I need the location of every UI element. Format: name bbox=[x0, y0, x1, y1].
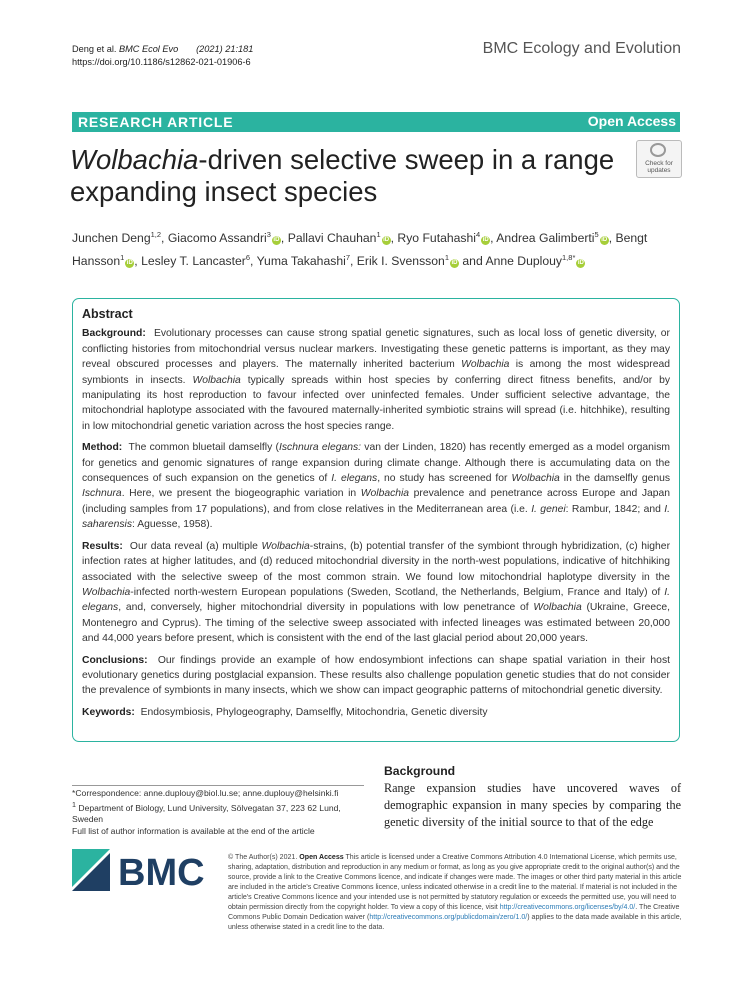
author-name: Ryo Futahashi bbox=[397, 231, 476, 246]
author-affiliation-sup: 1 bbox=[376, 230, 381, 239]
author-affiliation-sup: 1,8* bbox=[562, 253, 576, 263]
orcid-icon[interactable]: iD bbox=[273, 237, 280, 244]
conclusions-text bbox=[82, 655, 670, 697]
text-run: , no study has screened for bbox=[377, 473, 512, 485]
orcid-icon[interactable]: iD bbox=[383, 237, 390, 244]
check-updates-line2: updates bbox=[647, 167, 671, 174]
affiliation-text: Department of Biology, Lund University, Sölvegatan 37, 223 62 Lund, Sweden bbox=[72, 802, 341, 825]
abstract-keywords bbox=[82, 705, 670, 720]
italic-term: Wolbachia bbox=[192, 374, 241, 386]
italic-term: Wolbachia bbox=[360, 488, 410, 500]
text-run: -infected north-western European populations (Sweden, Scotland, the Netherlands, Belgium, France and Italy) of bbox=[130, 586, 665, 598]
text-run: prevalence and penetrance across Europe and Japan (including samples from 17 populations), and from close relatives in the Mediterranean area (i.e. bbox=[82, 488, 670, 515]
author-affiliation-sup: 3 bbox=[266, 230, 271, 239]
italic-term: I. elegans bbox=[82, 586, 670, 614]
citation-year-volume: (2021) 21:181 bbox=[196, 44, 254, 54]
footnotes bbox=[72, 785, 364, 837]
copyright: © The Author(s) 2021. bbox=[228, 854, 298, 861]
background-text bbox=[82, 328, 670, 431]
affiliation bbox=[72, 800, 364, 826]
background-label: Background: bbox=[82, 328, 146, 340]
article-banner bbox=[72, 112, 680, 132]
article-type: RESEARCH ARTICLE bbox=[78, 114, 234, 130]
conclusions-label: Conclusions: bbox=[82, 654, 148, 666]
author-name: Junchen Deng bbox=[72, 231, 151, 246]
author-name: Bengt Hansson bbox=[72, 231, 648, 269]
keywords-label: Keywords: bbox=[82, 706, 135, 718]
bmc-logo bbox=[72, 849, 216, 891]
text-run: (Ukraine, Greece, Montenegro and Cyprus). The timing of the selective sweep associated with infected lineages was estimated between 20,000 and 44,000 years before present, which is consistent with the end of the last glacial period about 20,000 years. bbox=[82, 602, 670, 645]
author-name: Andrea Galimberti bbox=[496, 231, 595, 246]
orcid-icon[interactable]: iD bbox=[577, 260, 584, 267]
citation-authors: Deng et al. bbox=[72, 44, 117, 54]
italic-term: Wolbachia bbox=[533, 602, 582, 614]
results-text bbox=[82, 541, 670, 644]
results-label: Results: bbox=[82, 540, 123, 552]
italic-term: Wolbachia bbox=[82, 586, 131, 598]
author-name: Erik I. Svensson bbox=[356, 254, 445, 269]
author-name: Giacomo Assandri bbox=[167, 231, 267, 246]
author-affiliation-sup: 6 bbox=[245, 253, 251, 263]
abstract-results bbox=[82, 539, 670, 647]
affiliation-sup: 1 bbox=[72, 800, 76, 809]
check-updates-line1: Check for bbox=[645, 160, 673, 167]
author-affiliation-sup: 1,2 bbox=[150, 230, 162, 239]
abstract-box bbox=[72, 298, 680, 742]
italic-term: Wolbachia bbox=[261, 540, 310, 552]
article-title bbox=[70, 144, 630, 208]
journal-name: BMC Ecology and Evolution bbox=[482, 40, 681, 57]
author-list: Junchen Deng$^{1,2}$, Giacomo Assandri$^3$iD , Pallavi Chauhan$^1$iD , Ryo Futahashi$^4$iD , Andrea Galimberti$^5$iD , Bengt Hansson$^1$iD , Lesley T. Lancaster$^6$, Yuma Takahashi$^7$, Erik I. Svensson$^1$iD and Anne Duplouy$^{1,8*}$iD bbox=[72, 230, 648, 269]
text-run: . Here, we present the biogeographic variation in bbox=[121, 488, 361, 500]
author-name: Yuma Takahashi bbox=[256, 254, 346, 269]
text-run: , and, conversely, higher mitochondrial diversity in populations with low penetrance of bbox=[118, 602, 534, 614]
text-run: van der Linden, 1820) has recently emerged as a model organism for genetics and genomic signatures of range expansion during climate change. Although there is accumulating data on the consequences of such expansion on the genetics of bbox=[82, 442, 670, 485]
method-label: Method: bbox=[82, 442, 123, 454]
keywords-text: Endosymbiosis, Phylogeography, Damselfly, Mitochondria, Genetic diversity bbox=[140, 706, 488, 718]
orcid-icon[interactable]: iD bbox=[482, 237, 489, 244]
italic-term: I. genei bbox=[531, 503, 566, 515]
author-affiliation-sup: 1 bbox=[120, 253, 125, 263]
italic-term: Ischnura bbox=[82, 488, 122, 500]
method-text bbox=[82, 442, 670, 530]
author-affiliation-sup: 7 bbox=[345, 253, 350, 263]
text-run: : Rambur, 1842; and bbox=[565, 503, 665, 515]
doi-link[interactable]: https://doi.org/10.1186/s12862-021-01906-6 bbox=[72, 56, 251, 67]
text-run: -strains, (b) potential transfer of the symbiont through hybridization, (c) higher infection rates at higher latitudes, and (d) reduced mitochondrial diversity in the north-west populations, indicative of hitchhiking associated with the selective sweep of the most common strain. We found low mitochondrial haplotype diversity in the bbox=[82, 540, 671, 583]
background-paragraph: Range expansion studies have uncovered waves of demographic expansion in many species by comparing the genetic diversity of the initial source to that of the edge bbox=[384, 781, 681, 829]
text-run: is among the most widespread symbionts in insects. bbox=[82, 359, 670, 386]
text-run: in the damselfly genus bbox=[559, 473, 671, 485]
italic-term: I. elegans bbox=[331, 473, 378, 485]
author-name: Pallavi Chauhan bbox=[287, 231, 377, 246]
orcid-icon[interactable]: iD bbox=[451, 260, 458, 267]
abstract-conclusions bbox=[82, 653, 670, 699]
bmc-logo-text: BMC bbox=[118, 852, 205, 891]
license-text bbox=[228, 853, 684, 933]
author-affiliation-sup: 1 bbox=[444, 253, 449, 263]
text-run: typically spreads within host species by conferring direct fitness benefits, and/or by manipulating its host reproduction to favour infected over uninfected females. Under sufficient selective advantage, the mitochondrial haplotype associated with the favoured maternally-inherited symbiotic strains will spread (i.e. hitchhike), resulting in low mitochondrial genetic variation across the host species range. bbox=[82, 374, 670, 432]
license-part2: . The Creative Commons Public Domain Dedication waiver ( bbox=[228, 904, 680, 921]
license-part3: ) applies to the data made available in this article, unless otherwise stated in a credit line to the data. bbox=[228, 914, 682, 931]
author-name: Anne Duplouy bbox=[485, 254, 563, 269]
license-part1: This article is licensed under a Creative Commons Attribution 4.0 International License, which permits use, sharing, adaptation, distribution and reproduction in any medium or format, as long as you give appropriate credit to the original author(s) and the source, provide a link to the Creative Commons licence, and indicate if changes were made. The images or other third party material in this article are included in the article's Creative Commons licence, unless indicated otherwise in a credit line to the material. If material is not included in the article's Creative Commons licence and your intended use is not permitted by statutory regulation or exceeds the permitted use, you will need to obtain permission directly from the copyright holder. To view a copy of this licence, visit bbox=[228, 854, 682, 911]
orcid-icon[interactable]: iD bbox=[126, 260, 133, 267]
license-link-zero[interactable]: http://creativecommons.org/publicdomain/zero/1.0/ bbox=[369, 914, 528, 921]
italic-term: I. saharensis bbox=[82, 503, 670, 531]
citation-journal: BMC Ecol Evo bbox=[119, 44, 179, 54]
title-italic: Wolbachia bbox=[70, 144, 199, 175]
open-access-label: Open Access bbox=[587, 113, 676, 129]
license-open-access: Open Access bbox=[299, 854, 344, 861]
abstract-background bbox=[82, 326, 670, 434]
license-link-by[interactable]: http://creativecommons.org/licenses/by/4.0/ bbox=[499, 904, 636, 911]
bmc-logo-icon bbox=[72, 849, 216, 891]
italic-term: Wolbachia bbox=[511, 473, 560, 485]
text-run: Evolutionary processes can cause strong spatial genetic signatures, such as local loss of genetic diversity, or conflicting histories from mitochondrial versus nuclear markers. Investigating these genetic patterns is important, as they may reveal obscured processes and players. The maternally inherited bacterium bbox=[82, 328, 670, 371]
footnote-divider bbox=[72, 785, 364, 786]
orcid-icon[interactable]: iD bbox=[601, 237, 608, 244]
check-updates-icon bbox=[650, 143, 666, 157]
text-run: : Aguesse, 1958). bbox=[132, 519, 213, 531]
text-run: Our data reveal (a) multiple bbox=[129, 540, 262, 552]
text-run: Our findings provide an example of how endosymbiont infections can shape spatial variation in their host evolutionary genetics during postglacial expansion. These results also challenge population genetic studies that do not consider the prevalence of symbionts in many insects, which we show can impact geographic patterns of mitochondrial genetic diversity. bbox=[82, 654, 670, 697]
citation-header bbox=[72, 43, 253, 68]
check-for-updates-button[interactable] bbox=[636, 140, 682, 178]
text-run: The common bluetail damselfly ( bbox=[128, 442, 279, 454]
italic-term: Ischnura elegans: bbox=[278, 442, 362, 454]
author-affiliation-sup: 4 bbox=[476, 230, 481, 239]
italic-term: Wolbachia bbox=[461, 359, 510, 371]
background-heading: Background bbox=[384, 764, 456, 778]
author-affiliation-sup: 5 bbox=[594, 230, 599, 239]
full-list-note: Full list of author information is available at the end of the article bbox=[72, 825, 315, 836]
author-name: Lesley T. Lancaster bbox=[141, 254, 246, 269]
abstract-heading: Abstract bbox=[82, 307, 133, 321]
title-rest: -driven selective sweep in a range expanding insect species bbox=[70, 144, 615, 207]
correspondence: *Correspondence: anne.duplouy@biol.lu.se; anne.duplouy@helsinki.fi bbox=[72, 788, 339, 798]
abstract-method bbox=[82, 440, 670, 532]
